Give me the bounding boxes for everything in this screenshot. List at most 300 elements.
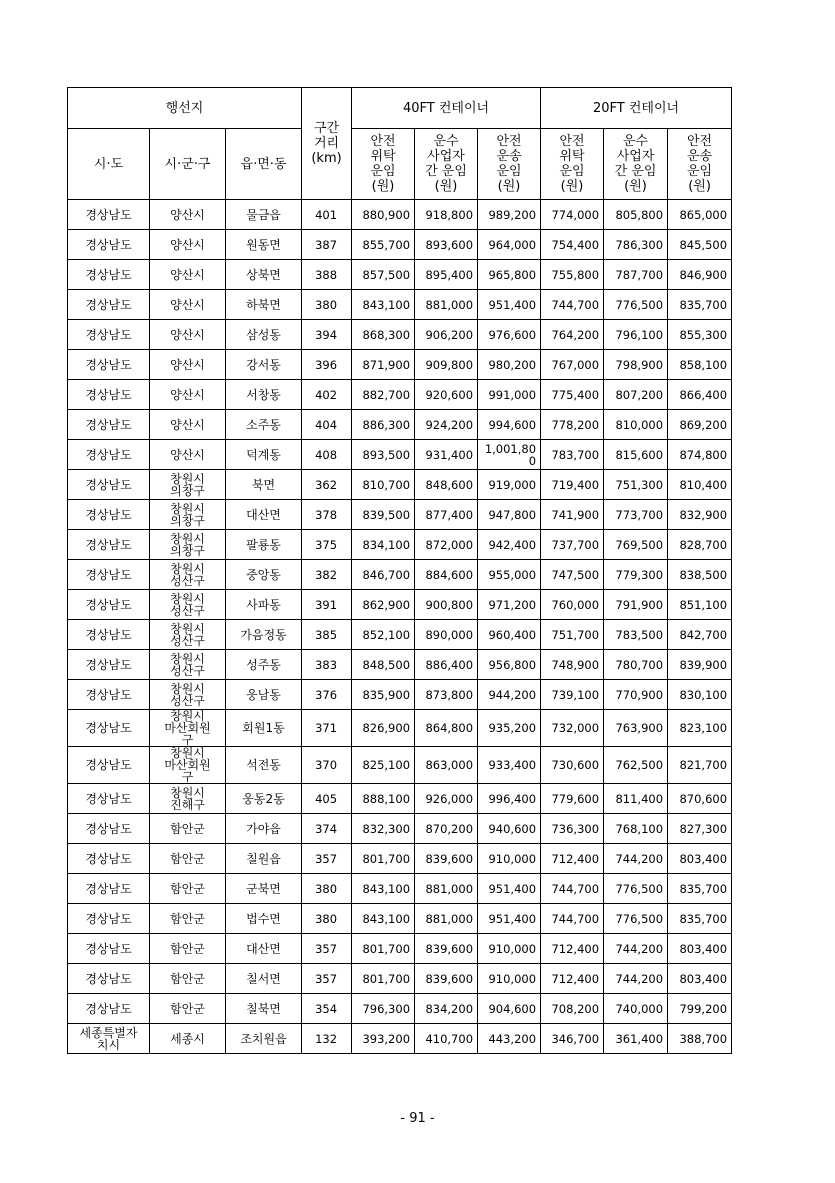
table-row	[68, 290, 732, 320]
cell-20ft-carrier-fare: 783,500	[604, 620, 668, 650]
table-row	[68, 710, 732, 747]
cell-sigungu: 함안군	[150, 904, 226, 934]
cell-40ft-carrier-fare: 870,200	[415, 814, 478, 844]
cell-distance: 380	[302, 290, 352, 320]
cell-20ft-carrier-fare: 810,000	[604, 410, 668, 440]
cell-sido: 경상남도	[68, 440, 150, 470]
cell-40ft-consign-fare: 801,700	[352, 964, 415, 994]
cell-sido: 경상남도	[68, 290, 150, 320]
cell-sido: 경상남도	[68, 500, 150, 530]
cell-20ft-consign-fare: 754,400	[541, 230, 604, 260]
cell-40ft-consign-fare: 862,900	[352, 590, 415, 620]
header-40ft-container: 40FT 컨테이너	[352, 88, 541, 129]
cell-distance: 362	[302, 470, 352, 500]
cell-20ft-consign-fare: 775,400	[541, 380, 604, 410]
cell-sigungu: 창원시 마산회원 구	[150, 710, 226, 747]
cell-40ft-transport-fare: 942,400	[478, 530, 541, 560]
table-row	[68, 874, 732, 904]
cell-40ft-transport-fare: 910,000	[478, 844, 541, 874]
cell-sigungu: 함안군	[150, 964, 226, 994]
cell-sido: 경상남도	[68, 380, 150, 410]
table-row	[68, 994, 732, 1024]
cell-eupmyeondong: 상북면	[226, 260, 302, 290]
cell-20ft-transport-fare: 832,900	[668, 500, 732, 530]
header-20ft-carrier-fare: 운수 사업자 간 운임 (원)	[604, 129, 668, 200]
cell-40ft-consign-fare: 826,900	[352, 710, 415, 747]
cell-20ft-carrier-fare: 763,900	[604, 710, 668, 747]
cell-20ft-consign-fare: 751,700	[541, 620, 604, 650]
cell-distance: 404	[302, 410, 352, 440]
cell-sido: 경상남도	[68, 350, 150, 380]
cell-20ft-carrier-fare: 773,700	[604, 500, 668, 530]
cell-20ft-transport-fare: 835,700	[668, 904, 732, 934]
cell-sido: 경상남도	[68, 200, 150, 230]
header-20ft-consign-fare: 안전 위탁 운임 (원)	[541, 129, 604, 200]
cell-40ft-carrier-fare: 834,200	[415, 994, 478, 1024]
table-row	[68, 350, 732, 380]
cell-distance: 385	[302, 620, 352, 650]
cell-20ft-carrier-fare: 815,600	[604, 440, 668, 470]
cell-distance: 132	[302, 1024, 352, 1054]
cell-40ft-transport-fare: 989,200	[478, 200, 541, 230]
cell-20ft-carrier-fare: 791,900	[604, 590, 668, 620]
cell-sido: 경상남도	[68, 560, 150, 590]
cell-distance: 357	[302, 844, 352, 874]
cell-20ft-carrier-fare: 762,500	[604, 747, 668, 784]
cell-20ft-transport-fare: 855,300	[668, 320, 732, 350]
freight-rate-table	[67, 87, 732, 1054]
cell-sigungu: 창원시 진해구	[150, 784, 226, 814]
cell-sido: 경상남도	[68, 230, 150, 260]
cell-20ft-consign-fare: 778,200	[541, 410, 604, 440]
cell-20ft-transport-fare: 835,700	[668, 290, 732, 320]
cell-sigungu: 양산시	[150, 230, 226, 260]
cell-20ft-transport-fare: 874,800	[668, 440, 732, 470]
cell-20ft-carrier-fare: 770,900	[604, 680, 668, 710]
cell-sigungu: 세종시	[150, 1024, 226, 1054]
table-row	[68, 620, 732, 650]
table-row	[68, 844, 732, 874]
cell-20ft-carrier-fare: 811,400	[604, 784, 668, 814]
header-20ft-container: 20FT 컨테이너	[541, 88, 732, 129]
cell-20ft-transport-fare: 865,000	[668, 200, 732, 230]
cell-eupmyeondong: 소주동	[226, 410, 302, 440]
cell-20ft-consign-fare: 346,700	[541, 1024, 604, 1054]
cell-20ft-carrier-fare: 796,100	[604, 320, 668, 350]
cell-sido: 세종특별자 치시	[68, 1024, 150, 1054]
cell-20ft-consign-fare: 737,700	[541, 530, 604, 560]
cell-40ft-consign-fare: 832,300	[352, 814, 415, 844]
cell-40ft-consign-fare: 393,200	[352, 1024, 415, 1054]
table-row	[68, 470, 732, 500]
cell-distance: 391	[302, 590, 352, 620]
cell-sigungu: 창원시 성산구	[150, 650, 226, 680]
cell-20ft-consign-fare: 779,600	[541, 784, 604, 814]
cell-sigungu: 양산시	[150, 260, 226, 290]
cell-40ft-consign-fare: 882,700	[352, 380, 415, 410]
cell-20ft-consign-fare: 764,200	[541, 320, 604, 350]
table-row	[68, 530, 732, 560]
cell-40ft-transport-fare: 994,600	[478, 410, 541, 440]
cell-20ft-transport-fare: 866,400	[668, 380, 732, 410]
table-row	[68, 814, 732, 844]
cell-40ft-transport-fare: 940,600	[478, 814, 541, 844]
cell-sigungu: 양산시	[150, 200, 226, 230]
cell-20ft-carrier-fare: 769,500	[604, 530, 668, 560]
cell-40ft-carrier-fare: 920,600	[415, 380, 478, 410]
cell-20ft-consign-fare: 747,500	[541, 560, 604, 590]
cell-sigungu: 창원시 성산구	[150, 560, 226, 590]
cell-sido: 경상남도	[68, 784, 150, 814]
cell-40ft-transport-fare: 910,000	[478, 934, 541, 964]
cell-20ft-transport-fare: 858,100	[668, 350, 732, 380]
cell-eupmyeondong: 웅남동	[226, 680, 302, 710]
cell-eupmyeondong: 가음정동	[226, 620, 302, 650]
cell-40ft-consign-fare: 796,300	[352, 994, 415, 1024]
cell-20ft-consign-fare: 767,000	[541, 350, 604, 380]
cell-20ft-carrier-fare: 744,200	[604, 844, 668, 874]
cell-20ft-transport-fare: 846,900	[668, 260, 732, 290]
cell-sido: 경상남도	[68, 814, 150, 844]
cell-20ft-transport-fare: 842,700	[668, 620, 732, 650]
table-row	[68, 904, 732, 934]
cell-sigungu: 함안군	[150, 814, 226, 844]
cell-40ft-consign-fare: 810,700	[352, 470, 415, 500]
cell-40ft-consign-fare: 835,900	[352, 680, 415, 710]
cell-20ft-consign-fare: 760,000	[541, 590, 604, 620]
header-sido: 시·도	[68, 129, 150, 200]
cell-40ft-carrier-fare: 918,800	[415, 200, 478, 230]
header-destination: 행선지	[68, 88, 302, 129]
cell-sigungu: 창원시 의창구	[150, 530, 226, 560]
cell-20ft-transport-fare: 828,700	[668, 530, 732, 560]
cell-20ft-carrier-fare: 776,500	[604, 290, 668, 320]
cell-40ft-consign-fare: 893,500	[352, 440, 415, 470]
cell-sigungu: 창원시 성산구	[150, 680, 226, 710]
table-row	[68, 320, 732, 350]
cell-eupmyeondong: 원동면	[226, 230, 302, 260]
cell-distance: 374	[302, 814, 352, 844]
cell-40ft-consign-fare: 839,500	[352, 500, 415, 530]
cell-20ft-carrier-fare: 787,700	[604, 260, 668, 290]
cell-20ft-carrier-fare: 776,500	[604, 874, 668, 904]
cell-20ft-consign-fare: 732,000	[541, 710, 604, 747]
cell-sigungu: 창원시 성산구	[150, 590, 226, 620]
cell-20ft-carrier-fare: 744,200	[604, 934, 668, 964]
cell-40ft-carrier-fare: 839,600	[415, 934, 478, 964]
cell-20ft-transport-fare: 839,900	[668, 650, 732, 680]
cell-sigungu: 양산시	[150, 320, 226, 350]
cell-40ft-consign-fare: 855,700	[352, 230, 415, 260]
cell-40ft-carrier-fare: 909,800	[415, 350, 478, 380]
cell-sido: 경상남도	[68, 590, 150, 620]
table-row	[68, 500, 732, 530]
cell-20ft-consign-fare: 736,300	[541, 814, 604, 844]
cell-40ft-consign-fare: 886,300	[352, 410, 415, 440]
cell-40ft-carrier-fare: 893,600	[415, 230, 478, 260]
cell-eupmyeondong: 성주동	[226, 650, 302, 680]
cell-40ft-consign-fare: 825,100	[352, 747, 415, 784]
cell-40ft-transport-fare: 951,400	[478, 904, 541, 934]
cell-20ft-consign-fare: 712,400	[541, 934, 604, 964]
cell-20ft-carrier-fare: 807,200	[604, 380, 668, 410]
cell-eupmyeondong: 사파동	[226, 590, 302, 620]
table-row	[68, 260, 732, 290]
cell-20ft-consign-fare: 708,200	[541, 994, 604, 1024]
cell-40ft-consign-fare: 843,100	[352, 904, 415, 934]
cell-40ft-carrier-fare: 906,200	[415, 320, 478, 350]
table-row	[68, 200, 732, 230]
cell-sido: 경상남도	[68, 994, 150, 1024]
cell-20ft-carrier-fare: 740,000	[604, 994, 668, 1024]
cell-40ft-carrier-fare: 863,000	[415, 747, 478, 784]
cell-20ft-transport-fare: 810,400	[668, 470, 732, 500]
cell-40ft-transport-fare: 956,800	[478, 650, 541, 680]
cell-distance: 388	[302, 260, 352, 290]
cell-sido: 경상남도	[68, 904, 150, 934]
cell-40ft-carrier-fare: 839,600	[415, 964, 478, 994]
cell-sido: 경상남도	[68, 710, 150, 747]
cell-40ft-carrier-fare: 881,000	[415, 290, 478, 320]
table-row	[68, 1024, 732, 1054]
cell-sigungu: 양산시	[150, 290, 226, 320]
cell-sigungu: 양산시	[150, 350, 226, 380]
cell-20ft-consign-fare: 741,900	[541, 500, 604, 530]
cell-40ft-carrier-fare: 900,800	[415, 590, 478, 620]
cell-20ft-transport-fare: 851,100	[668, 590, 732, 620]
cell-sigungu: 창원시 마산회원 구	[150, 747, 226, 784]
cell-40ft-carrier-fare: 926,000	[415, 784, 478, 814]
cell-distance: 380	[302, 904, 352, 934]
cell-40ft-transport-fare: 996,400	[478, 784, 541, 814]
cell-40ft-consign-fare: 868,300	[352, 320, 415, 350]
cell-20ft-carrier-fare: 805,800	[604, 200, 668, 230]
cell-40ft-carrier-fare: 872,000	[415, 530, 478, 560]
header-40ft-transport-fare: 안전 운송 운임 (원)	[478, 129, 541, 200]
cell-distance: 382	[302, 560, 352, 590]
cell-20ft-transport-fare: 835,700	[668, 874, 732, 904]
cell-40ft-carrier-fare: 877,400	[415, 500, 478, 530]
cell-40ft-transport-fare: 965,800	[478, 260, 541, 290]
cell-20ft-consign-fare: 744,700	[541, 290, 604, 320]
cell-sigungu: 창원시 성산구	[150, 620, 226, 650]
cell-20ft-consign-fare: 774,000	[541, 200, 604, 230]
cell-40ft-transport-fare: 947,800	[478, 500, 541, 530]
cell-eupmyeondong: 웅동2동	[226, 784, 302, 814]
cell-20ft-carrier-fare: 744,200	[604, 964, 668, 994]
cell-20ft-transport-fare: 823,100	[668, 710, 732, 747]
cell-40ft-consign-fare: 801,700	[352, 844, 415, 874]
cell-20ft-carrier-fare: 361,400	[604, 1024, 668, 1054]
header-40ft-consign-fare: 안전 위탁 운임 (원)	[352, 129, 415, 200]
cell-sigungu: 함안군	[150, 844, 226, 874]
cell-eupmyeondong: 법수면	[226, 904, 302, 934]
cell-distance: 357	[302, 934, 352, 964]
cell-eupmyeondong: 중앙동	[226, 560, 302, 590]
cell-20ft-transport-fare: 830,100	[668, 680, 732, 710]
cell-20ft-transport-fare: 827,300	[668, 814, 732, 844]
cell-eupmyeondong: 회원1동	[226, 710, 302, 747]
cell-40ft-carrier-fare: 873,800	[415, 680, 478, 710]
cell-20ft-carrier-fare: 780,700	[604, 650, 668, 680]
cell-40ft-consign-fare: 852,100	[352, 620, 415, 650]
cell-40ft-carrier-fare: 848,600	[415, 470, 478, 500]
cell-20ft-carrier-fare: 786,300	[604, 230, 668, 260]
header-40ft-carrier-fare: 운수 사업자 간 운임 (원)	[415, 129, 478, 200]
cell-40ft-transport-fare: 991,000	[478, 380, 541, 410]
cell-distance: 380	[302, 874, 352, 904]
cell-eupmyeondong: 칠서면	[226, 964, 302, 994]
cell-20ft-consign-fare: 748,900	[541, 650, 604, 680]
table-row	[68, 230, 732, 260]
cell-40ft-transport-fare: 919,000	[478, 470, 541, 500]
cell-20ft-carrier-fare: 798,900	[604, 350, 668, 380]
cell-eupmyeondong: 삼성동	[226, 320, 302, 350]
table-body	[68, 200, 732, 1054]
cell-sido: 경상남도	[68, 410, 150, 440]
cell-20ft-transport-fare: 869,200	[668, 410, 732, 440]
cell-40ft-consign-fare: 843,100	[352, 290, 415, 320]
cell-40ft-carrier-fare: 881,000	[415, 874, 478, 904]
cell-sido: 경상남도	[68, 470, 150, 500]
cell-40ft-transport-fare: 971,200	[478, 590, 541, 620]
cell-20ft-consign-fare: 730,600	[541, 747, 604, 784]
cell-40ft-transport-fare: 933,400	[478, 747, 541, 784]
cell-sido: 경상남도	[68, 844, 150, 874]
cell-distance: 408	[302, 440, 352, 470]
cell-40ft-consign-fare: 848,500	[352, 650, 415, 680]
cell-sigungu: 창원시 의창구	[150, 500, 226, 530]
cell-40ft-carrier-fare: 884,600	[415, 560, 478, 590]
cell-eupmyeondong: 칠원읍	[226, 844, 302, 874]
cell-distance: 354	[302, 994, 352, 1024]
cell-20ft-transport-fare: 821,700	[668, 747, 732, 784]
cell-40ft-consign-fare: 843,100	[352, 874, 415, 904]
cell-40ft-transport-fare: 951,400	[478, 290, 541, 320]
cell-distance: 376	[302, 680, 352, 710]
cell-eupmyeondong: 가야읍	[226, 814, 302, 844]
cell-40ft-transport-fare: 443,200	[478, 1024, 541, 1054]
cell-distance: 378	[302, 500, 352, 530]
cell-40ft-carrier-fare: 890,000	[415, 620, 478, 650]
cell-eupmyeondong: 강서동	[226, 350, 302, 380]
table-row	[68, 680, 732, 710]
cell-20ft-carrier-fare: 751,300	[604, 470, 668, 500]
cell-sido: 경상남도	[68, 747, 150, 784]
cell-20ft-consign-fare: 744,700	[541, 904, 604, 934]
cell-40ft-transport-fare: 944,200	[478, 680, 541, 710]
cell-20ft-consign-fare: 719,400	[541, 470, 604, 500]
header-20ft-transport-fare: 안전 운송 운임 (원)	[668, 129, 732, 200]
cell-40ft-transport-fare: 980,200	[478, 350, 541, 380]
cell-sido: 경상남도	[68, 680, 150, 710]
cell-40ft-consign-fare: 801,700	[352, 934, 415, 964]
table-row	[68, 650, 732, 680]
cell-distance: 402	[302, 380, 352, 410]
cell-40ft-carrier-fare: 839,600	[415, 844, 478, 874]
cell-20ft-transport-fare: 838,500	[668, 560, 732, 590]
cell-20ft-carrier-fare: 776,500	[604, 904, 668, 934]
header-sigungu: 시·군·구	[150, 129, 226, 200]
cell-distance: 370	[302, 747, 352, 784]
cell-40ft-consign-fare: 857,500	[352, 260, 415, 290]
cell-sido: 경상남도	[68, 964, 150, 994]
cell-40ft-carrier-fare: 931,400	[415, 440, 478, 470]
cell-eupmyeondong: 석전동	[226, 747, 302, 784]
cell-sido: 경상남도	[68, 620, 150, 650]
cell-40ft-carrier-fare: 886,400	[415, 650, 478, 680]
table-row	[68, 410, 732, 440]
cell-eupmyeondong: 대산면	[226, 934, 302, 964]
cell-20ft-consign-fare: 744,700	[541, 874, 604, 904]
table-row	[68, 380, 732, 410]
table-row	[68, 590, 732, 620]
page-number: - 91 -	[400, 1111, 435, 1126]
cell-20ft-consign-fare: 755,800	[541, 260, 604, 290]
cell-20ft-carrier-fare: 779,300	[604, 560, 668, 590]
cell-20ft-consign-fare: 712,400	[541, 844, 604, 874]
cell-distance: 405	[302, 784, 352, 814]
cell-40ft-carrier-fare: 895,400	[415, 260, 478, 290]
cell-40ft-transport-fare: 1,001,800	[478, 440, 541, 470]
cell-20ft-transport-fare: 803,400	[668, 844, 732, 874]
cell-40ft-transport-fare: 960,400	[478, 620, 541, 650]
cell-40ft-transport-fare: 955,000	[478, 560, 541, 590]
cell-sido: 경상남도	[68, 874, 150, 904]
cell-eupmyeondong: 군북면	[226, 874, 302, 904]
cell-20ft-carrier-fare: 768,100	[604, 814, 668, 844]
cell-40ft-carrier-fare: 410,700	[415, 1024, 478, 1054]
cell-40ft-consign-fare: 880,900	[352, 200, 415, 230]
cell-distance: 375	[302, 530, 352, 560]
cell-20ft-transport-fare: 803,400	[668, 934, 732, 964]
cell-sigungu: 양산시	[150, 410, 226, 440]
table-row	[68, 934, 732, 964]
table-row	[68, 440, 732, 470]
table-row	[68, 784, 732, 814]
cell-eupmyeondong: 서창동	[226, 380, 302, 410]
cell-20ft-transport-fare: 799,200	[668, 994, 732, 1024]
cell-40ft-consign-fare: 871,900	[352, 350, 415, 380]
cell-sigungu: 함안군	[150, 934, 226, 964]
cell-20ft-consign-fare: 739,100	[541, 680, 604, 710]
cell-distance: 387	[302, 230, 352, 260]
cell-sigungu: 양산시	[150, 380, 226, 410]
cell-distance: 394	[302, 320, 352, 350]
cell-40ft-transport-fare: 951,400	[478, 874, 541, 904]
cell-20ft-consign-fare: 712,400	[541, 964, 604, 994]
cell-40ft-carrier-fare: 864,800	[415, 710, 478, 747]
cell-20ft-transport-fare: 845,500	[668, 230, 732, 260]
header-distance: 구간 거리 (km)	[302, 88, 352, 200]
cell-eupmyeondong: 대산면	[226, 500, 302, 530]
cell-eupmyeondong: 하북면	[226, 290, 302, 320]
cell-eupmyeondong: 팔룡동	[226, 530, 302, 560]
cell-20ft-consign-fare: 783,700	[541, 440, 604, 470]
cell-sido: 경상남도	[68, 650, 150, 680]
cell-sido: 경상남도	[68, 530, 150, 560]
cell-40ft-transport-fare: 964,000	[478, 230, 541, 260]
cell-sido: 경상남도	[68, 320, 150, 350]
cell-40ft-carrier-fare: 881,000	[415, 904, 478, 934]
cell-40ft-consign-fare: 846,700	[352, 560, 415, 590]
cell-40ft-transport-fare: 910,000	[478, 964, 541, 994]
table-row	[68, 747, 732, 784]
cell-sido: 경상남도	[68, 934, 150, 964]
cell-distance: 383	[302, 650, 352, 680]
cell-distance: 357	[302, 964, 352, 994]
cell-eupmyeondong: 덕계동	[226, 440, 302, 470]
